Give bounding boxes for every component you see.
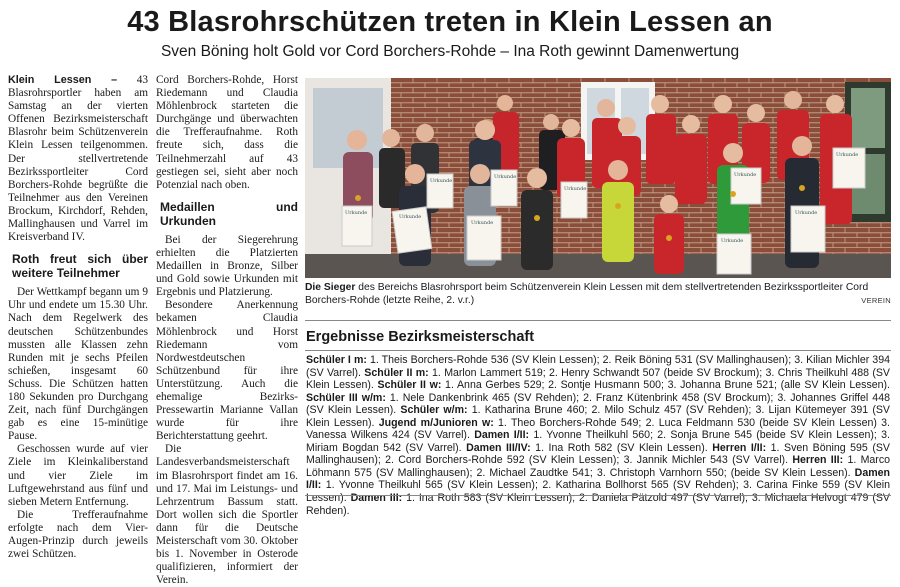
result-class-label: Damen I/II: [306, 466, 890, 492]
result-class-label: Jugend m/Junioren w: [378, 416, 494, 429]
svg-text:Urkunde: Urkunde [836, 152, 859, 158]
body-paragraph: Besondere Anerkennung bekamen Claudia Möhlenbrock und Horst Riedemann vom Nordwestdeutschen Schützenbund für ihre Unterstützung. Auch die ehemalige Bezirks-Pressewartin Marianne Vallan wurde für ihre Berichterstattung geehrt. [156, 299, 298, 443]
subheading-roth: Roth freut sich über weitere Teilnehmer [12, 252, 148, 281]
svg-text:Urkunde: Urkunde [795, 210, 818, 216]
photo-caption [305, 282, 891, 307]
svg-text:Urkunde: Urkunde [564, 186, 587, 192]
result-entry-text: 1. Anna Gerbes 529; 2. Sontje Husmann 500; 3. Johanna Brune 521; (alle SV Klein Lessen). [441, 379, 890, 392]
result-class-label: Schüler II w: [377, 379, 442, 392]
intro-paragraph [8, 74, 148, 244]
group-photo [305, 78, 891, 278]
caption-lead: Die Sieger [305, 282, 356, 293]
results-title: Ergebnisse Bezirksmeisterschaft [306, 329, 535, 345]
result-entry-text: 1. Yvonne Theilkuhl 565 (SV Klein Lessen); 2. Katharina Bollhorst 565 (SV Rehden); 3. Carina Finke 559 (SV Klein Lessen). [306, 479, 890, 505]
dateline: Klein Lessen – [8, 74, 118, 86]
body-paragraph: Der Wettkampf begann um 9 Uhr und endete um 15.30 Uhr. Nach dem Regelwerk des deutschen Schützenbundes mussten alle Klassen zehn Runden mit je sechs Pfeilen schießen, insgesamt 60 Schuss. Die Schützen hatten 180 Sekunden pro Durchgang Zeit, nach fünf Durchgängen gab es eine 15-minütige Pause. [8, 286, 148, 443]
photo-credit: VEREIN [861, 295, 891, 305]
result-class-label: Schüler III w/m: [306, 391, 386, 404]
divider [305, 350, 891, 351]
result-class-label: Schüler w/m: [400, 404, 468, 417]
subheading-medaillen: Medaillen und Urkunden [160, 199, 298, 228]
result-entry-text: 1. Ina Roth 582 (SV Klein Lessen). [530, 441, 713, 454]
svg-text:Urkunde: Urkunde [399, 214, 422, 220]
svg-text:Urkunde: Urkunde [734, 172, 757, 178]
svg-text:Urkunde: Urkunde [471, 220, 494, 226]
result-entry-text: 1. Nele Dankenbrink 465 (SV Rehden); 2. Franz Kütenbrink 458 (SV Brockum); 3. Johannes Griffel 448 (SV Klein Lessen). [306, 391, 890, 417]
article-column-2 [156, 74, 298, 587]
result-entry-text: 1. Marco Löhmann 575 (SV Mallinghausen); 2. Michael Zaudtke 541; 3. Christoph Varnhorn 550; (beide SV Klein Lessen). [306, 454, 891, 479]
result-entry-text: 1. Theo Borchers-Rohde 549; 2. Luca Feldmann 530 (beide SV Klein Lessen) 3. Vanessa Wilkens 424 (SV Varrel). [306, 416, 890, 442]
caption-text: des Bereichs Blasrohrsport beim Schützenverein Klein Lessen mit dem stellvertretenden Bezirkssportleiter Cord Borchers-Rohde (letzte Reihe, 2. v.r.) [305, 282, 869, 306]
svg-text:Urkunde: Urkunde [430, 178, 453, 184]
svg-text:Urkunde: Urkunde [345, 210, 368, 216]
result-class-label: Herren I/II: [712, 441, 767, 454]
group-photo-illustration [305, 78, 891, 278]
body-paragraph: Bei der Siegerehrung erhielten die Platzierten Medaillen in Bronze, Silber und Gold sowie Urkunden mit Ergebnis und Platzierung. [156, 233, 298, 299]
divider [305, 495, 891, 496]
intro-text: 43 Blasrohrsportler haben am Samstag an der vierten Offenen Bezirksmeisterschaft Blasrohr beim Schützenverein Klein Lessen teilgenommen. Der stellvertretende Bezirkssportleiter Cord Borchers-Rohde begrüßte die Teilnehmer aus den Vereinen Brockum, Kirchdorf, Rehden, Mallinghausen und Varrel im Kreisverband IV. [8, 74, 148, 244]
result-entry-text: 1. Katharina Brune 460; 2. Milo Schulz 457 (SV Rehden); 3. Lijan Kütemeyer 391 (SV Klein Lessen). [306, 404, 890, 429]
svg-text:Urkunde: Urkunde [721, 238, 744, 244]
svg-text:Urkunde: Urkunde [494, 174, 517, 180]
result-class-label: Damen III/IV: [466, 441, 531, 454]
body-paragraph: Die Landesverbandsmeisterschaft im Blasrohrsport findet am 16. und 17. Mai im Leistungs- und Lehrzentrum Bassum statt. Dort wollen sich die Sportler dann für die Deutsche Meisterschaft vom 30. Oktober bis 1. November in Osterode qualifizieren, informiert der Verein. [156, 443, 298, 587]
result-class-label: Schüler I m: [306, 354, 367, 366]
result-entry-text: 1. Marlon Lammert 519; 2. Henry Schwandt 507 (beide SV Brockum); 3. Chris Theilkuhl 488 (SV Klein Lessen). [306, 366, 890, 392]
result-class-label: Schüler II m: [364, 366, 429, 379]
article-column-1 [8, 74, 148, 561]
body-paragraph: Die Trefferaufnahme erfolgte nach dem Vier-Augen-Prinzip durch jeweils zwei Schützen. [8, 508, 148, 561]
subheadline: Sven Böning holt Gold vor Cord Borchers-Rohde – Ina Roth gewinnt Damenwertung [160, 43, 740, 60]
result-entry-text: 1. Ina Roth 583 (SV Klein Lessen); 2. Daniela Pätzold 497 (SV Varrel); 3. Michaela Helvogt 479 (SV Rehden). [306, 492, 890, 517]
result-class-label: Damen I/II: [474, 429, 530, 442]
result-entry-text: 1. Theis Borchers-Rohde 536 (SV Klein Lessen); 2. Reik Böning 531 (SV Mallinghausen); 3. Kilian Michler 394 (SV Varrel). [306, 354, 890, 379]
result-class-label: Damen III: [350, 492, 403, 505]
body-paragraph: Geschossen wurde auf vier Ziele im Kleinkaliberstand und vier Ziele im Luftgewehrstand aus fünf und sieben Metern Entfernung. [8, 443, 148, 508]
body-paragraph: Cord Borchers-Rohde, Horst Riedemann und Claudia Möhlenbrock starteten die Durchgänge und überwachten die Trefferaufnahme. Roth freute sich, dass die Teilnehmerzahl auf 43 gestiegen sei, sieht aber noch Potenzial nach oben. [156, 74, 298, 191]
divider [305, 320, 891, 321]
headline: 43 Blasrohrschützen treten in Klein Lessen an [127, 6, 773, 38]
result-entry-text: 1. Yvonne Theilkuhl 560; 2. Sonja Brune 545 (beide SV Klein Lessen); 3. Miriam Bogdan 542 (SV Varrel). [306, 429, 890, 454]
results-list [306, 354, 890, 517]
result-class-label: Herren III: [792, 454, 844, 467]
result-entry-text: 1. Sven Böning 595 (SV Mallinghausen); 2. Cord Borchers-Rohde 592 (SV Klein Lessen); 3. Jannik Michler 543 (SV Varrel). [306, 441, 890, 467]
